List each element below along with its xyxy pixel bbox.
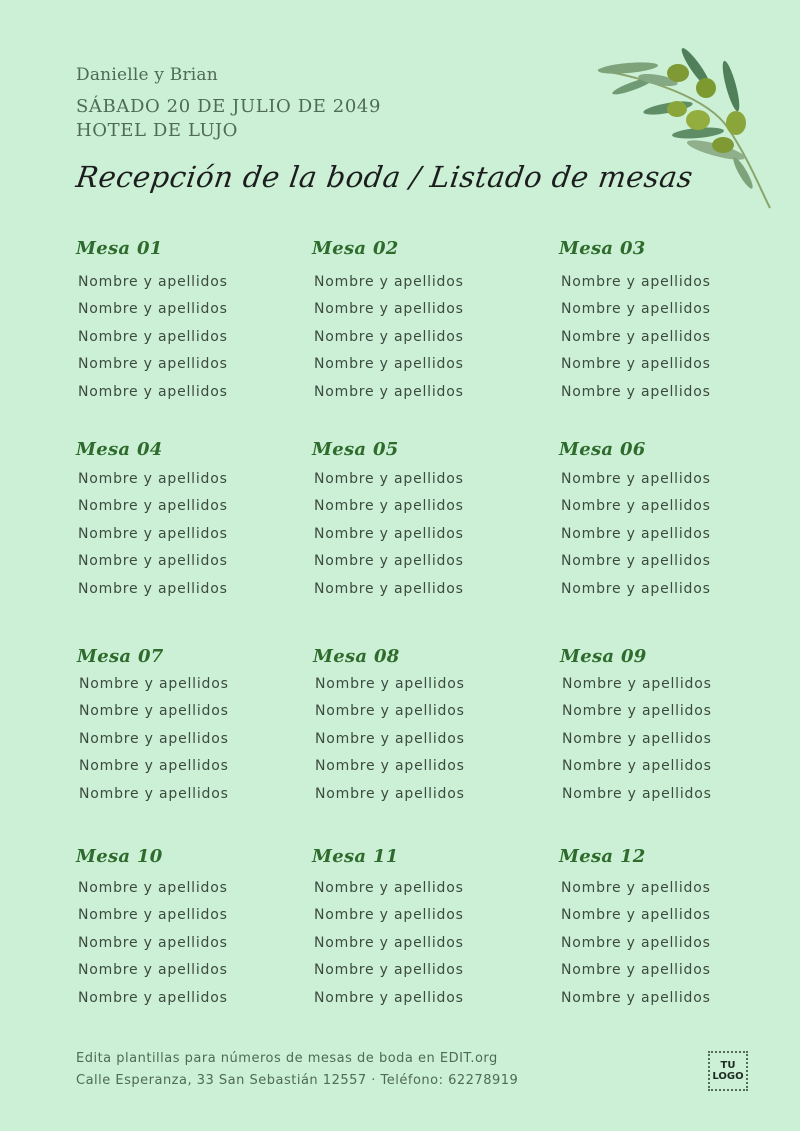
guest-name: Nombre y apellidos bbox=[78, 580, 228, 597]
guest-name: Nombre y apellidos bbox=[561, 907, 711, 924]
guest-name: Nombre y apellidos bbox=[561, 274, 711, 290]
guest-name: Nombre y apellidos bbox=[315, 785, 465, 802]
guest-name: Nombre y apellidos bbox=[315, 676, 465, 692]
guest-name: Nombre y apellidos bbox=[78, 907, 228, 924]
guest-name: Nombre y apellidos bbox=[79, 730, 229, 747]
guest-name: Nombre y apellidos bbox=[562, 785, 712, 802]
table-title: Mesa 10 bbox=[76, 846, 163, 867]
event-date: SÁBADO 20 DE JULIO DE 2049 bbox=[76, 96, 382, 117]
couple-names: Danielle y Brian bbox=[76, 65, 218, 85]
event-venue: HOTEL DE LUJO bbox=[76, 120, 238, 141]
guest-name: Nombre y apellidos bbox=[314, 301, 464, 318]
table-block-03 bbox=[559, 236, 779, 406]
guest-name: Nombre y apellidos bbox=[78, 356, 228, 373]
guest-name: Nombre y apellidos bbox=[561, 328, 711, 345]
guest-name: Nombre y apellidos bbox=[78, 880, 228, 896]
guest-name: Nombre y apellidos bbox=[78, 274, 228, 290]
table-block-05 bbox=[312, 437, 532, 603]
guest-name: Nombre y apellidos bbox=[561, 471, 711, 487]
guest-name: Nombre y apellidos bbox=[79, 676, 229, 692]
table-title: Mesa 03 bbox=[559, 238, 646, 259]
guest-name: Nombre y apellidos bbox=[78, 934, 228, 951]
guest-name: Nombre y apellidos bbox=[78, 383, 228, 400]
footer-edit-note: Edita plantillas para números de mesas de boda en EDIT.org bbox=[76, 1051, 498, 1066]
guest-name: Nombre y apellidos bbox=[561, 880, 711, 896]
table-title: Mesa 04 bbox=[76, 439, 163, 460]
guest-name: Nombre y apellidos bbox=[79, 785, 229, 802]
guest-name: Nombre y apellidos bbox=[561, 580, 711, 597]
guest-name: Nombre y apellidos bbox=[561, 962, 711, 979]
guest-name: Nombre y apellidos bbox=[314, 907, 464, 924]
table-title: Mesa 05 bbox=[312, 439, 399, 460]
table-block-01 bbox=[76, 236, 296, 406]
guest-name: Nombre y apellidos bbox=[561, 553, 711, 570]
guest-name: Nombre y apellidos bbox=[561, 383, 711, 400]
guest-name: Nombre y apellidos bbox=[314, 553, 464, 570]
table-block-02 bbox=[312, 236, 532, 406]
guest-name: Nombre y apellidos bbox=[314, 328, 464, 345]
table-title: Mesa 11 bbox=[312, 846, 399, 867]
olive-branch-icon bbox=[588, 38, 778, 213]
guest-name: Nombre y apellidos bbox=[315, 758, 465, 775]
guest-name: Nombre y apellidos bbox=[78, 989, 228, 1006]
guest-name: Nombre y apellidos bbox=[79, 703, 229, 720]
guest-name: Nombre y apellidos bbox=[78, 962, 228, 979]
guest-name: Nombre y apellidos bbox=[562, 758, 712, 775]
guest-name: Nombre y apellidos bbox=[561, 934, 711, 951]
guest-name: Nombre y apellidos bbox=[78, 471, 228, 487]
table-title: Mesa 01 bbox=[76, 238, 163, 259]
table-title: Mesa 06 bbox=[559, 439, 646, 460]
table-block-12 bbox=[559, 844, 779, 1012]
guest-name: Nombre y apellidos bbox=[78, 498, 228, 515]
guest-name: Nombre y apellidos bbox=[314, 580, 464, 597]
guest-name: Nombre y apellidos bbox=[561, 989, 711, 1006]
logo-placeholder bbox=[708, 1051, 748, 1091]
guest-name: Nombre y apellidos bbox=[314, 962, 464, 979]
guest-name: Nombre y apellidos bbox=[314, 989, 464, 1006]
page-title: Recepción de la boda / Listado de mesas bbox=[74, 160, 696, 194]
table-title: Mesa 02 bbox=[312, 238, 399, 259]
guest-name: Nombre y apellidos bbox=[562, 703, 712, 720]
guest-name: Nombre y apellidos bbox=[314, 525, 464, 542]
guest-name: Nombre y apellidos bbox=[78, 525, 228, 542]
guest-name: Nombre y apellidos bbox=[78, 553, 228, 570]
guest-name: Nombre y apellidos bbox=[561, 356, 711, 373]
table-block-11 bbox=[312, 844, 532, 1012]
table-title: Mesa 12 bbox=[559, 846, 646, 867]
guest-name: Nombre y apellidos bbox=[315, 730, 465, 747]
guest-name: Nombre y apellidos bbox=[561, 498, 711, 515]
guest-name: Nombre y apellidos bbox=[314, 880, 464, 896]
table-title: Mesa 09 bbox=[560, 646, 647, 667]
guest-name: Nombre y apellidos bbox=[315, 703, 465, 720]
guest-name: Nombre y apellidos bbox=[314, 471, 464, 487]
guest-name: Nombre y apellidos bbox=[314, 356, 464, 373]
table-block-07 bbox=[77, 644, 297, 808]
guest-name: Nombre y apellidos bbox=[314, 274, 464, 290]
table-title: Mesa 07 bbox=[77, 646, 164, 667]
guest-name: Nombre y apellidos bbox=[561, 525, 711, 542]
table-block-06 bbox=[559, 437, 779, 603]
table-block-10 bbox=[76, 844, 296, 1012]
guest-name: Nombre y apellidos bbox=[562, 730, 712, 747]
table-block-04 bbox=[76, 437, 296, 603]
logo-text-line1: TU bbox=[720, 1060, 736, 1071]
table-block-08 bbox=[313, 644, 533, 808]
table-title: Mesa 08 bbox=[313, 646, 400, 667]
guest-name: Nombre y apellidos bbox=[79, 758, 229, 775]
logo-text-line2: LOGO bbox=[712, 1071, 744, 1082]
guest-name: Nombre y apellidos bbox=[78, 301, 228, 318]
guest-name: Nombre y apellidos bbox=[314, 383, 464, 400]
guest-name: Nombre y apellidos bbox=[314, 934, 464, 951]
guest-name: Nombre y apellidos bbox=[78, 328, 228, 345]
guest-name: Nombre y apellidos bbox=[561, 301, 711, 318]
table-block-09 bbox=[560, 644, 780, 808]
footer-address: Calle Esperanza, 33 San Sebastián 12557 · Teléfono: 62278919 bbox=[76, 1073, 519, 1088]
guest-name: Nombre y apellidos bbox=[314, 498, 464, 515]
guest-name: Nombre y apellidos bbox=[562, 676, 712, 692]
